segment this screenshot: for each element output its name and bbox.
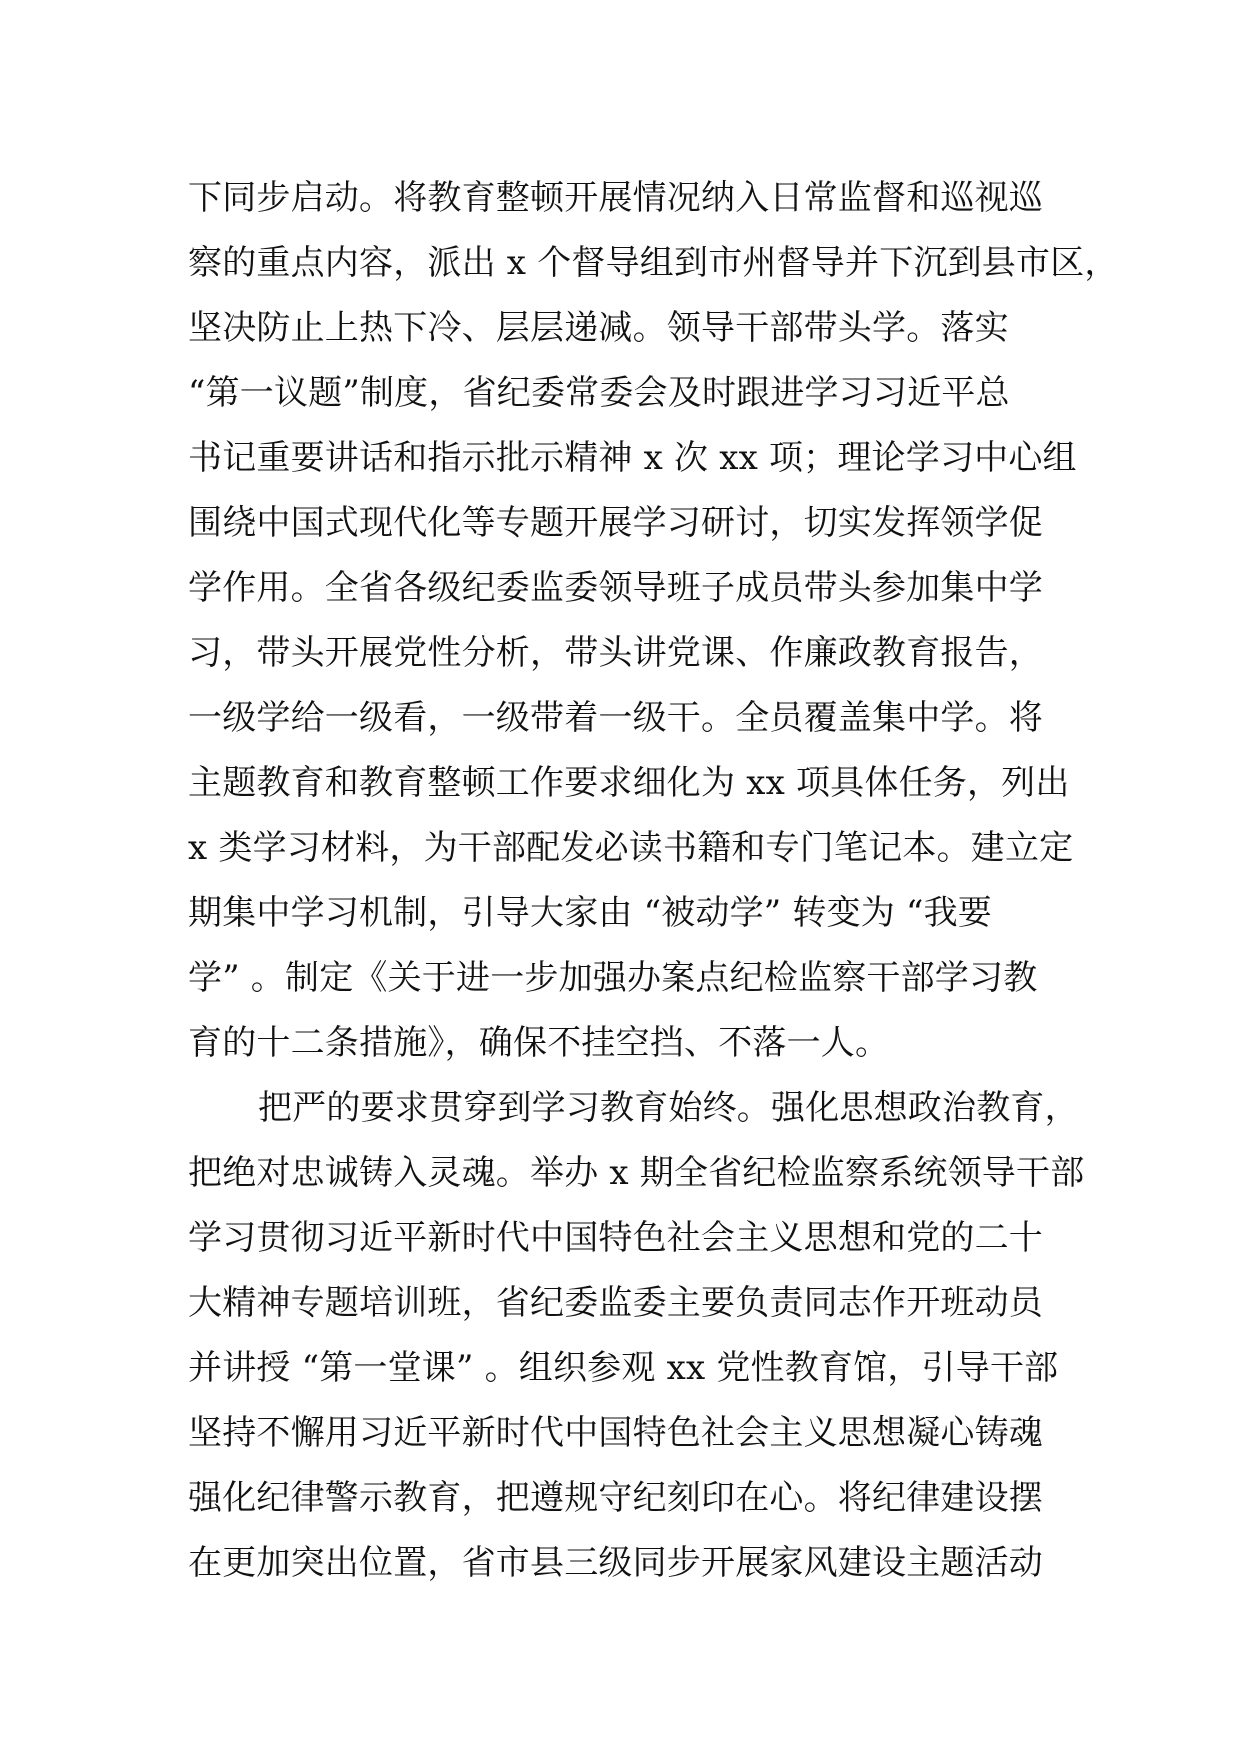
document-body (188, 166, 1119, 1596)
text-line: 并讲授 “第一堂课” 。组织参观 xx 党性教育馆，引导干部 (188, 1348, 1059, 1388)
paragraph-start-line: 把严的要求贯穿到学习教育始终。强化思想政治教育， (258, 1088, 1079, 1128)
text-line: 主题教育和教育整顿工作要求细化为 xx 项具体任务，列出 (188, 763, 1070, 803)
text-line: 育的十二条措施》，确保不挂空挡、不落一人。 (188, 1023, 890, 1063)
text-line: 强化纪律警示教育，把遵规守纪刻印在心。将纪律建设摆 (188, 1478, 1043, 1518)
text-line: 察的重点内容，派出 x 个督导组到市州督导并下沉到县市区， (188, 243, 1119, 283)
text-line: 期集中学习机制，引导大家由 “被动学” 转变为 “我要 (188, 893, 992, 933)
text-line: 下同步启动。将教育整顿开展情况纳入日常监督和巡视巡 (188, 178, 1043, 218)
text-line: x 类学习材料，为干部配发必读书籍和专门笔记本。建立定 (188, 828, 1074, 868)
text-line: 坚决防止上热下冷、层层递减。领导干部带头学。落实 (188, 308, 1009, 348)
text-line: “第一议题”制度，省纪委常委会及时跟进学习习近平总 (188, 373, 1010, 413)
text-line: 学习贯彻习近平新时代中国特色社会主义思想和党的二十 (188, 1218, 1043, 1258)
text-line: 学” 。制定《关于进一步加强办案点纪检监察干部学习教 (188, 958, 1038, 998)
text-line: 坚持不懈用习近平新时代中国特色社会主义思想凝心铸魂 (188, 1413, 1043, 1453)
text-line: 围绕中国式现代化等专题开展学习研讨，切实发挥领学促 (188, 503, 1043, 543)
text-line: 大精神专题培训班，省纪委监委主要负责同志作开班动员 (188, 1283, 1043, 1323)
text-line: 书记重要讲话和指示批示精神 x 次 xx 项；理论学习中心组 (188, 438, 1077, 478)
text-line: 学作用。全省各级纪委监委领导班子成员带头参加集中学 (188, 568, 1043, 608)
text-line: 在更加突出位置，省市县三级同步开展家风建设主题活动 (188, 1543, 1043, 1583)
text-line: 一级学给一级看，一级带着一级干。全员覆盖集中学。将 (188, 698, 1043, 738)
text-line: 把绝对忠诚铸入灵魂。举办 x 期全省纪检监察系统领导干部 (188, 1153, 1085, 1193)
text-line: 习，带头开展党性分析，带头讲党课、作廉政教育报告， (188, 633, 1043, 673)
